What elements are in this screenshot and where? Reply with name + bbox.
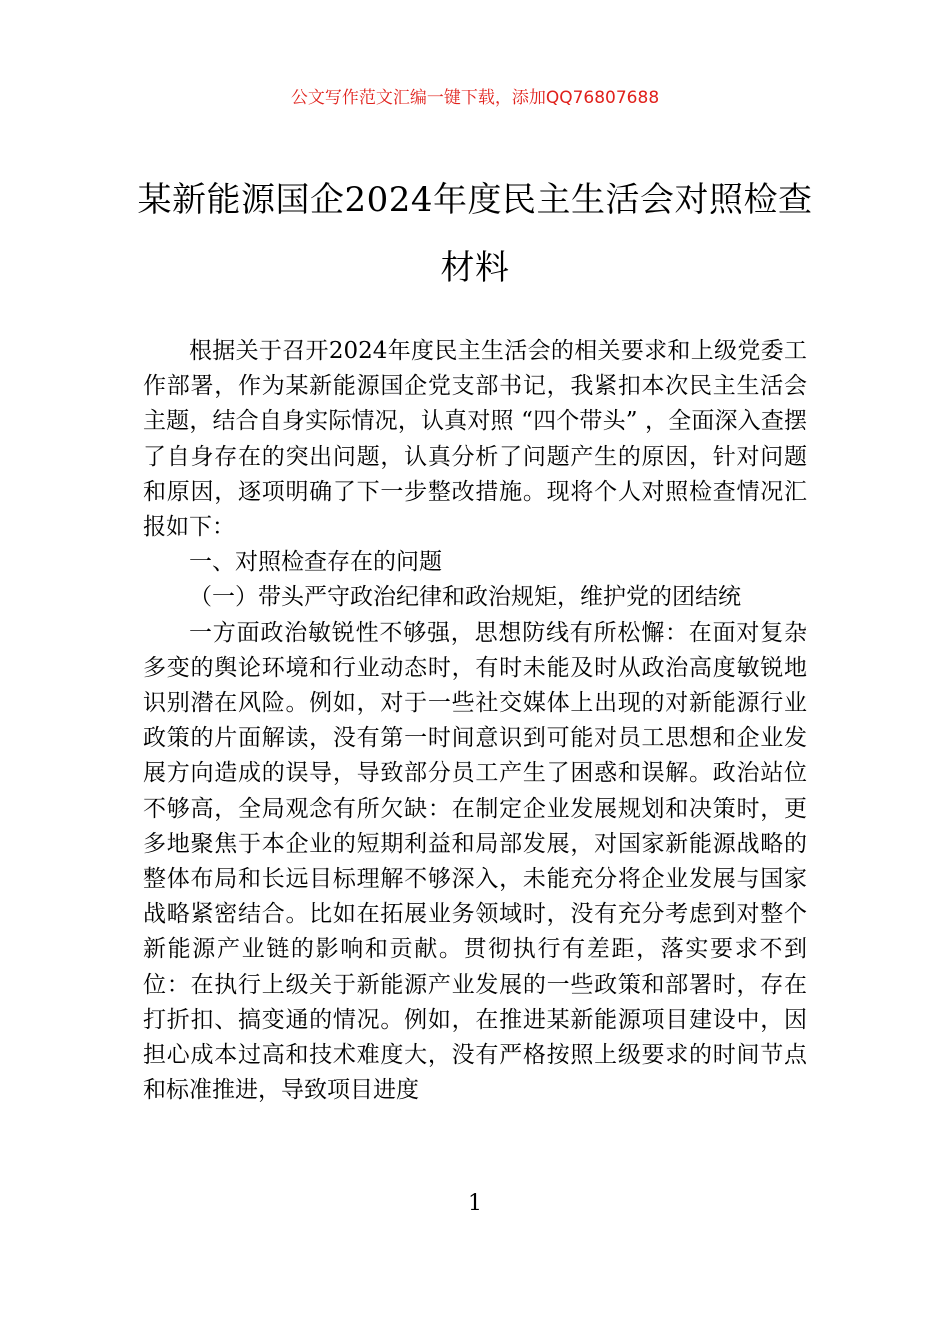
document-title: 某新能源国企2024年度民主生活会对照检查材料 <box>137 180 813 288</box>
promo-banner[interactable] <box>0 86 950 110</box>
document-body <box>143 334 807 1108</box>
section-heading: 一、对照检查存在的问题 <box>189 549 442 576</box>
subsection-heading: （一）带头严守政治纪律和政治规矩，维护党的团结统 <box>189 584 741 611</box>
promo-banner-text: 公文写作范文汇编一键下载，添加QQ76807688 <box>290 88 660 108</box>
body-paragraph: 一方面政治敏锐性不够强，思想防线有所松懈：在面对复杂多变的舆论环境和行业动态时，有时未能及时从政治高度敏锐地识别潜在风险。例如，对于一些社交媒体上出现的对新能源行业政策的片面解读，没有第一时间意识到可能对员工思想和企业发展方向造成的误导，导致部分员工产生了困惑和误解。政治站位不够高，全局观念有所欠缺：在制定企业发展规划和决策时，更多地聚焦于本企业的短期利益和局部发展，对国家新能源战略的整体布局和长远目标理解不够深入，未能充分将企业发展与国家战略紧密结合。比如在拓展业务领域时，没有充分考虑到对整个新能源产业链的影响和贡献。贯彻执行有差距，落实要求不到位：在执行上级关于新能源产业发展的一些政策和部署时，存在打折扣、搞变通的情况。例如，在推进某新能源项目建设中，因担心成本过高和技术难度大，没有严格按照上级要求的时间节点和标准推进，导致项目进度 <box>143 619 807 1104</box>
intro-paragraph: 根据关于召开2024年度民主生活会的相关要求和上级党委工作部署，作为某新能源国企党支部书记，我紧扣本次民主生活会主题，结合自身实际情况，认真对照 “四个带头” ，全面深入查摆了自身存在的突出问题，认真分析了问题产生的原因，针对问题和原因，逐项明确了下一步整改措施。现将个人对照检查情况汇报如下： <box>143 338 807 541</box>
page-number: 1 <box>468 1191 482 1216</box>
